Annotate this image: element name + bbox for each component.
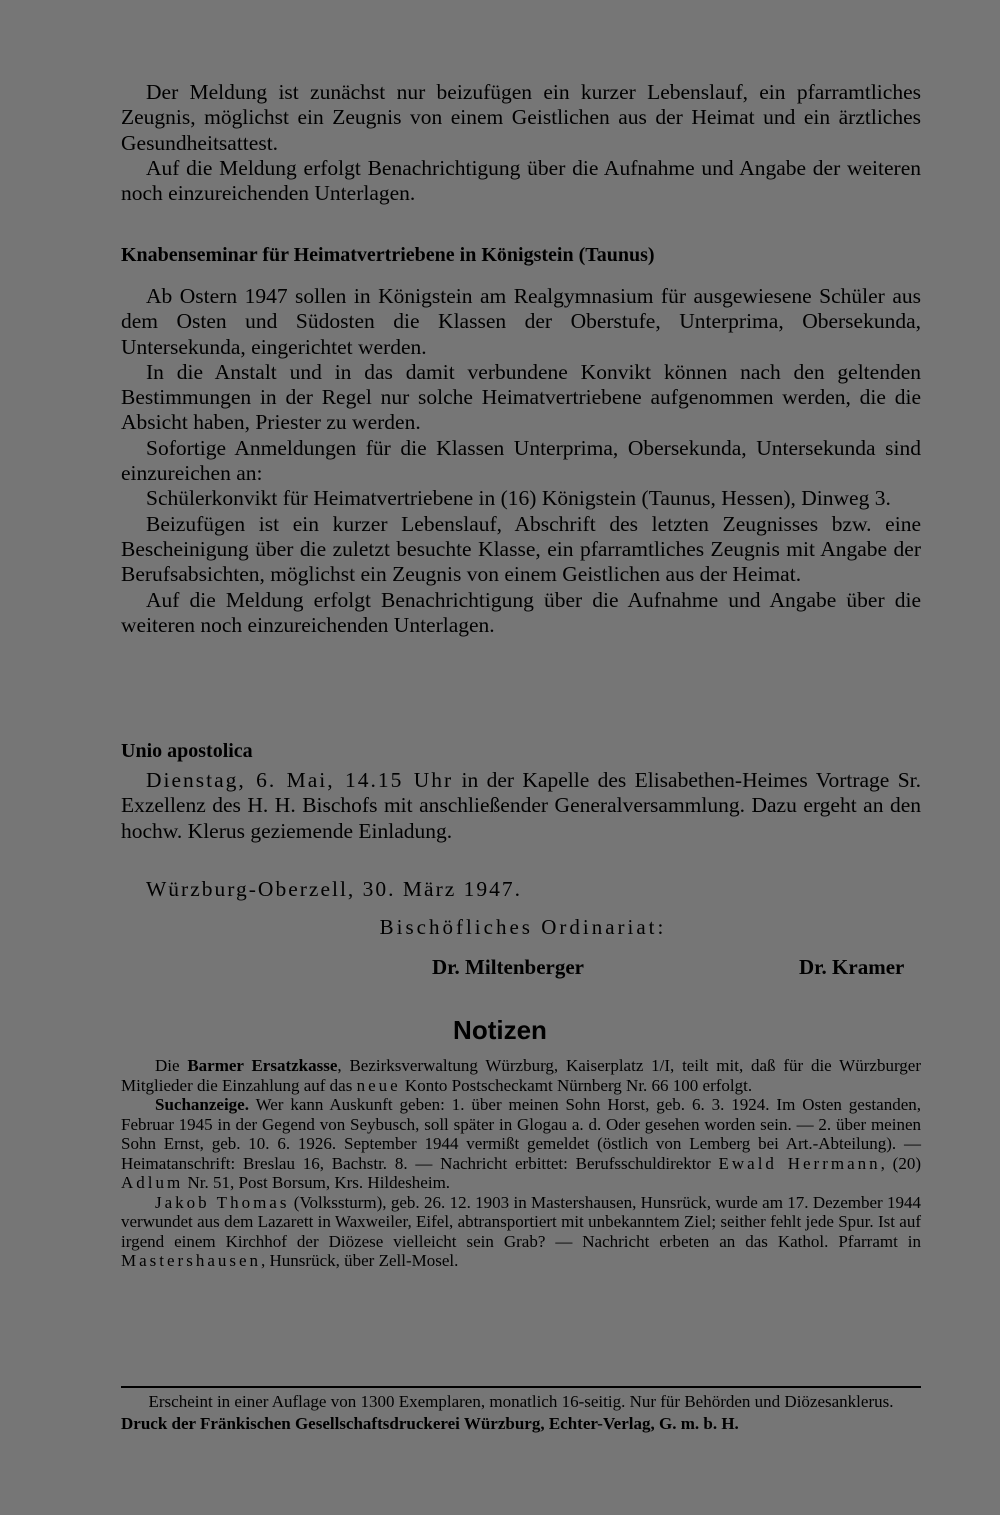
section-unio-apostolica — [121, 738, 921, 764]
signer-miltenberger: Dr. Miltenberger — [432, 955, 585, 979]
section-unio-apostolica-body — [121, 768, 921, 844]
notice-thomas: Jakob Thomas (Volkssturm), geb. 26. 12. 1903 in Mastershausen, Hunsrück, wurde am 17. Dezember 1944 verwundet aus dem Lazarett in Waxweiler, Eifel, abtransportiert mit unbekanntem Ziel; seither fehlt jede Spur. Ist auf irgend einem Kirchhof der Diözese vielleicht sein Grab? — Nachricht erbeten an das Kathol. Pfarramt in Mastershausen, Hunsrück, über Zell-Mosel. — [121, 1192, 922, 1270]
section-knabenseminar — [121, 242, 921, 268]
section-heading: Knabenseminar für Heimatvertriebene in Königstein (Taunus) — [121, 244, 655, 266]
notizen-body — [121, 1056, 921, 1271]
footer-printer: Druck der Fränkischen Gesellschaftsdruckerei Würzburg, Echter-Verlag, G. m. b. H. — [121, 1414, 739, 1433]
paragraph: Auf die Meldung erfolgt Benachrichtigung über die Aufnahme und Angabe der weiteren noch einzureichenden Unterlagen. — [121, 155, 921, 206]
footer-circulation: Erscheint in einer Auflage von 1300 Exemplaren, monatlich 16-seitig. Nur für Behörden und Diözesanklerus. — [148, 1392, 894, 1411]
section-application-notes — [121, 80, 921, 206]
footer-divider — [121, 1386, 921, 1388]
paragraph: Der Meldung ist zunächst nur beizufügen ein kurzer Lebenslauf, ein pfarramtliches Zeugnis, möglichst ein Zeugnis von einem Geistlichen aus der Heimat und ein ärztliches Gesundheitsattest. — [121, 80, 921, 155]
paragraph — [121, 768, 921, 844]
signoff-place-date-row — [121, 877, 921, 902]
notice-suchanzeige: Suchanzeige. Wer kann Auskunft geben: 1. über meinen Sohn Horst, geb. 6. 3. 1924. Im Osten gestanden, Februar 1945 in der Gegend von Seybusch, soll später in Glogau a. d. Oder gesehen worden sein. — 2. über meinen Sohn Ernst, geb. 10. 6. 1926. September 1944 vermißt gemeldet (östlich von Lemberg bei Art.-Abteilung). — Heimatanschrift: Breslau 16, Bachstr. 8. — Nachricht erbittet: Berufsschuldirektor Ewald Herrmann, (20) Adlum Nr. 51, Post Borsum, Krs. Hildesheim. — [121, 1095, 921, 1192]
section-knabenseminar-body — [121, 284, 921, 638]
issuing-office: Bischöfliches Ordinariat: — [379, 915, 667, 939]
notice-suchanzeige-label: Suchanzeige. — [155, 1095, 249, 1114]
signer-kramer: Dr. Kramer — [799, 955, 905, 979]
notice-barmer: Die Barmer Ersatzkasse, Bezirksverwaltung Würzburg, Kaiserplatz 1/I, teilt mit, daß für die Würzburger Mitglieder die Einzahlung auf das neue Konto Postscheckamt Nürnberg Nr. 66 100 erfolgt. — [121, 1056, 921, 1095]
event-text: in der Kapelle des Elisabethen-Heimes Vortrage Sr. Exzellenz des H. H. Bischofs mit anschließender Generalversammlung. Dazu ergeht an den hochw. Klerus geziemende Einladung. — [121, 768, 921, 843]
paragraph: Ab Ostern 1947 sollen in Königstein am Realgymnasium für ausgewiesene Schüler aus dem Osten und Südosten die Klassen der Oberstufe, Unterprima, Obersekunda, Untersekunda, eingerichtet werden. — [121, 284, 921, 359]
paragraph: In die Anstalt und in das damit verbundene Konvikt können nach den geltenden Bestimmungen in der Regel nur solche Heimatvertriebene aufgenommen werden, die die Absicht haben, Priester zu werden. — [121, 359, 921, 435]
footer — [121, 1392, 921, 1434]
notice-barmer-org: Barmer Ersatzkasse — [187, 1056, 338, 1075]
notizen-heading: Notizen — [453, 1015, 547, 1045]
place-date: Würzburg-Oberzell, 30. März 1947. — [146, 877, 523, 901]
paragraph: Sofortige Anmeldungen für die Klassen Unterprima, Obersekunda, Untersekunda sind einzureichen an: — [121, 435, 921, 486]
event-date: Dienstag, 6. Mai, 14.15 Uhr — [146, 768, 454, 792]
paragraph: Beizufügen ist ein kurzer Lebenslauf, Abschrift des letzten Zeugnisses bzw. eine Bescheinigung über die zuletzt besuchte Klasse, ein pfarramtliches Zeugnis mit Angabe der Berufsabsichten, möglichst ein Zeugnis von einem Geistlichen aus der Heimat. — [121, 511, 921, 587]
paragraph: Schülerkonvikt für Heimatvertriebene in (16) Königstein (Taunus, Hessen), Dinweg 3. — [146, 486, 891, 511]
section-heading: Unio apostolica — [121, 740, 253, 762]
paragraph: Auf die Meldung erfolgt Benachrichtigung über die Aufnahme und Angabe über die weiteren noch einzureichenden Unterlagen. — [121, 587, 921, 637]
